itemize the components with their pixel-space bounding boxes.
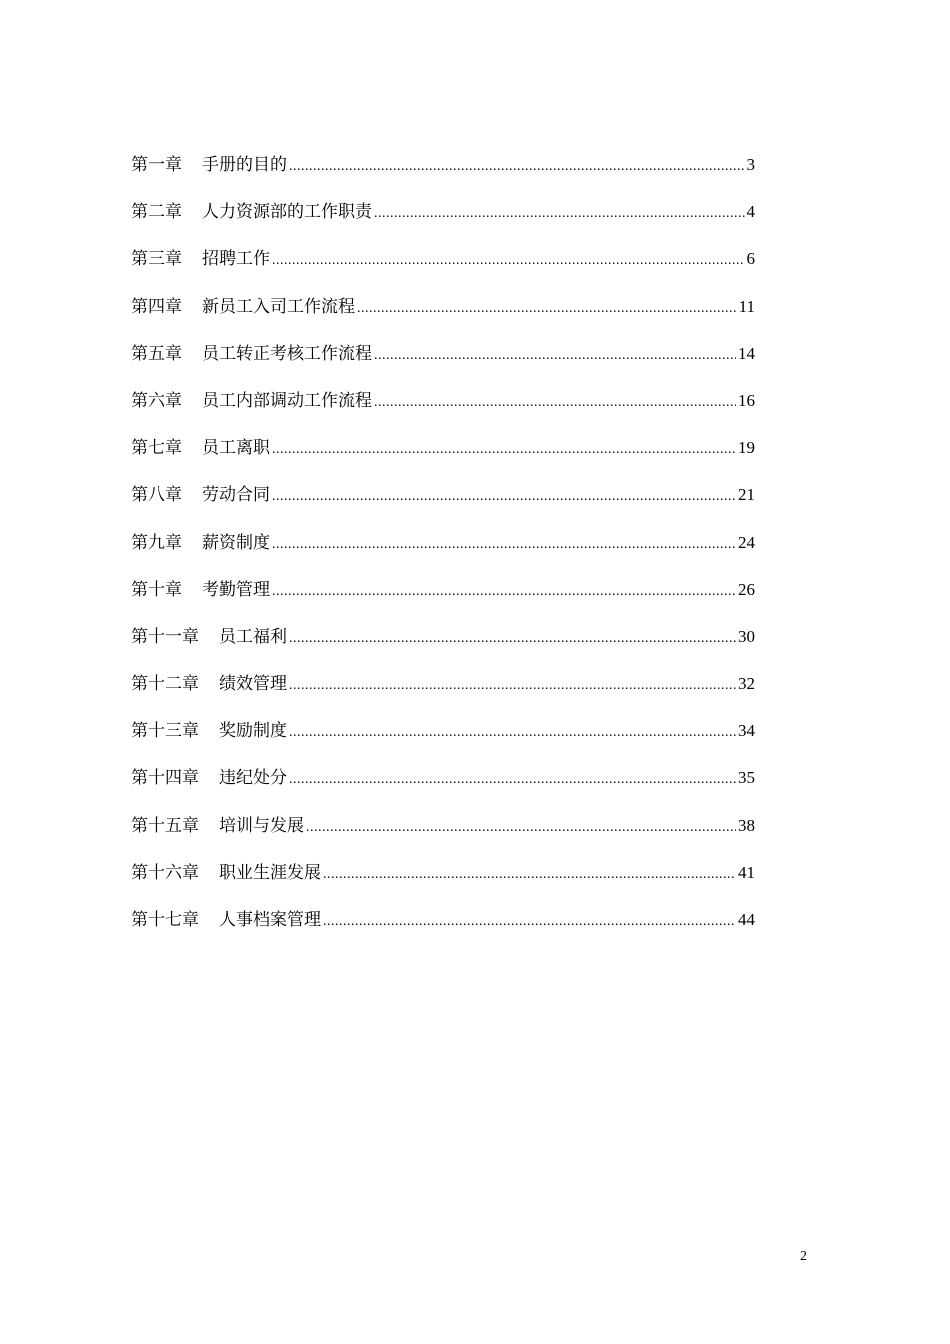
dot-leader: [374, 348, 736, 364]
chapter-title: 人事档案管理: [219, 910, 321, 930]
chapter-title: 手册的目的: [202, 155, 287, 175]
dot-leader: [272, 489, 736, 505]
chapter-title: 劳动合同: [202, 485, 270, 506]
page-number: 4: [746, 202, 755, 222]
chapter-title: 招聘工作: [202, 249, 270, 270]
page-number: 16: [738, 390, 755, 410]
chapter-number: 第十一章: [131, 626, 199, 647]
chapter-number: 第十五章: [131, 815, 199, 836]
chapter-title: 薪资制度: [202, 532, 270, 553]
chapter-number: 第九章: [131, 532, 182, 553]
toc-entry[interactable]: [131, 811, 755, 858]
page-number: 44: [738, 910, 755, 929]
toc-entry[interactable]: [131, 763, 755, 810]
dot-leader: [272, 253, 745, 269]
toc-entry[interactable]: [131, 480, 755, 527]
page-number: 34: [738, 721, 755, 741]
page-number: 38: [738, 815, 755, 835]
toc-entry[interactable]: [131, 716, 755, 763]
dot-leader: [289, 159, 745, 175]
page-number: 3: [746, 155, 755, 174]
toc-entry[interactable]: [131, 669, 755, 716]
chapter-title: 员工离职: [202, 438, 270, 459]
dot-leader: [272, 537, 736, 553]
toc-entry[interactable]: [131, 528, 755, 575]
chapter-number: 第一章: [131, 155, 182, 175]
page-number: 35: [738, 768, 755, 788]
chapter-title: 新员工入司工作流程: [202, 296, 355, 317]
chapter-title: 违纪处分: [219, 768, 287, 789]
toc-entry[interactable]: [131, 905, 755, 952]
chapter-title: 职业生涯发展: [219, 862, 321, 883]
dot-leader: [289, 631, 736, 647]
page-number: 41: [738, 862, 755, 882]
chapter-title: 员工转正考核工作流程: [202, 343, 372, 364]
toc-entry[interactable]: [131, 386, 755, 433]
chapter-number: 第十二章: [131, 674, 199, 695]
dot-leader: [289, 678, 736, 694]
dot-leader: [357, 301, 737, 317]
dot-leader: [289, 772, 736, 788]
chapter-number: 第二章: [131, 202, 182, 223]
toc-entry[interactable]: [131, 197, 755, 244]
toc-entry[interactable]: [131, 575, 755, 622]
chapter-number: 第十四章: [131, 768, 199, 789]
dot-leader: [374, 206, 745, 222]
dot-leader: [323, 867, 736, 883]
chapter-number: 第十六章: [131, 862, 199, 883]
page-number: 21: [738, 485, 755, 505]
chapter-number: 第八章: [131, 485, 182, 506]
toc-entry[interactable]: [131, 858, 755, 905]
chapter-title: 培训与发展: [219, 815, 304, 836]
page-number: 24: [738, 532, 755, 552]
page-number: 26: [738, 579, 755, 599]
dot-leader: [272, 442, 736, 458]
toc-entry[interactable]: [131, 292, 755, 339]
chapter-number: 第三章: [131, 249, 182, 270]
chapter-number: 第六章: [131, 390, 182, 411]
chapter-number: 第七章: [131, 438, 182, 459]
page-number: 19: [738, 438, 755, 458]
chapter-title: 员工福利: [219, 626, 287, 647]
dot-leader: [306, 820, 736, 836]
chapter-number: 第十七章: [131, 910, 199, 930]
page-number: 30: [738, 626, 755, 646]
chapter-number: 第四章: [131, 296, 182, 317]
chapter-number: 第五章: [131, 343, 182, 364]
dot-leader: [289, 725, 736, 741]
chapter-number: 第十章: [131, 579, 182, 600]
toc-entry[interactable]: [131, 339, 755, 386]
page-number: 32: [738, 674, 755, 694]
chapter-title: 员工内部调动工作流程: [202, 390, 372, 411]
page-number: 14: [738, 343, 755, 363]
chapter-title: 奖励制度: [219, 721, 287, 742]
table-of-contents: [131, 150, 755, 952]
footer-page-number: 2: [800, 1249, 807, 1264]
page-number: 6: [746, 249, 755, 269]
toc-entry[interactable]: [131, 244, 755, 291]
chapter-title: 人力资源部的工作职责: [202, 202, 372, 223]
dot-leader: [374, 395, 736, 411]
dot-leader: [323, 914, 736, 930]
chapter-number: 第十三章: [131, 721, 199, 742]
toc-entry[interactable]: [131, 150, 755, 197]
toc-entry[interactable]: [131, 622, 755, 669]
toc-entry[interactable]: [131, 433, 755, 480]
page-number: 11: [738, 296, 755, 316]
dot-leader: [272, 584, 736, 600]
chapter-title: 绩效管理: [219, 674, 287, 695]
chapter-title: 考勤管理: [202, 579, 270, 600]
